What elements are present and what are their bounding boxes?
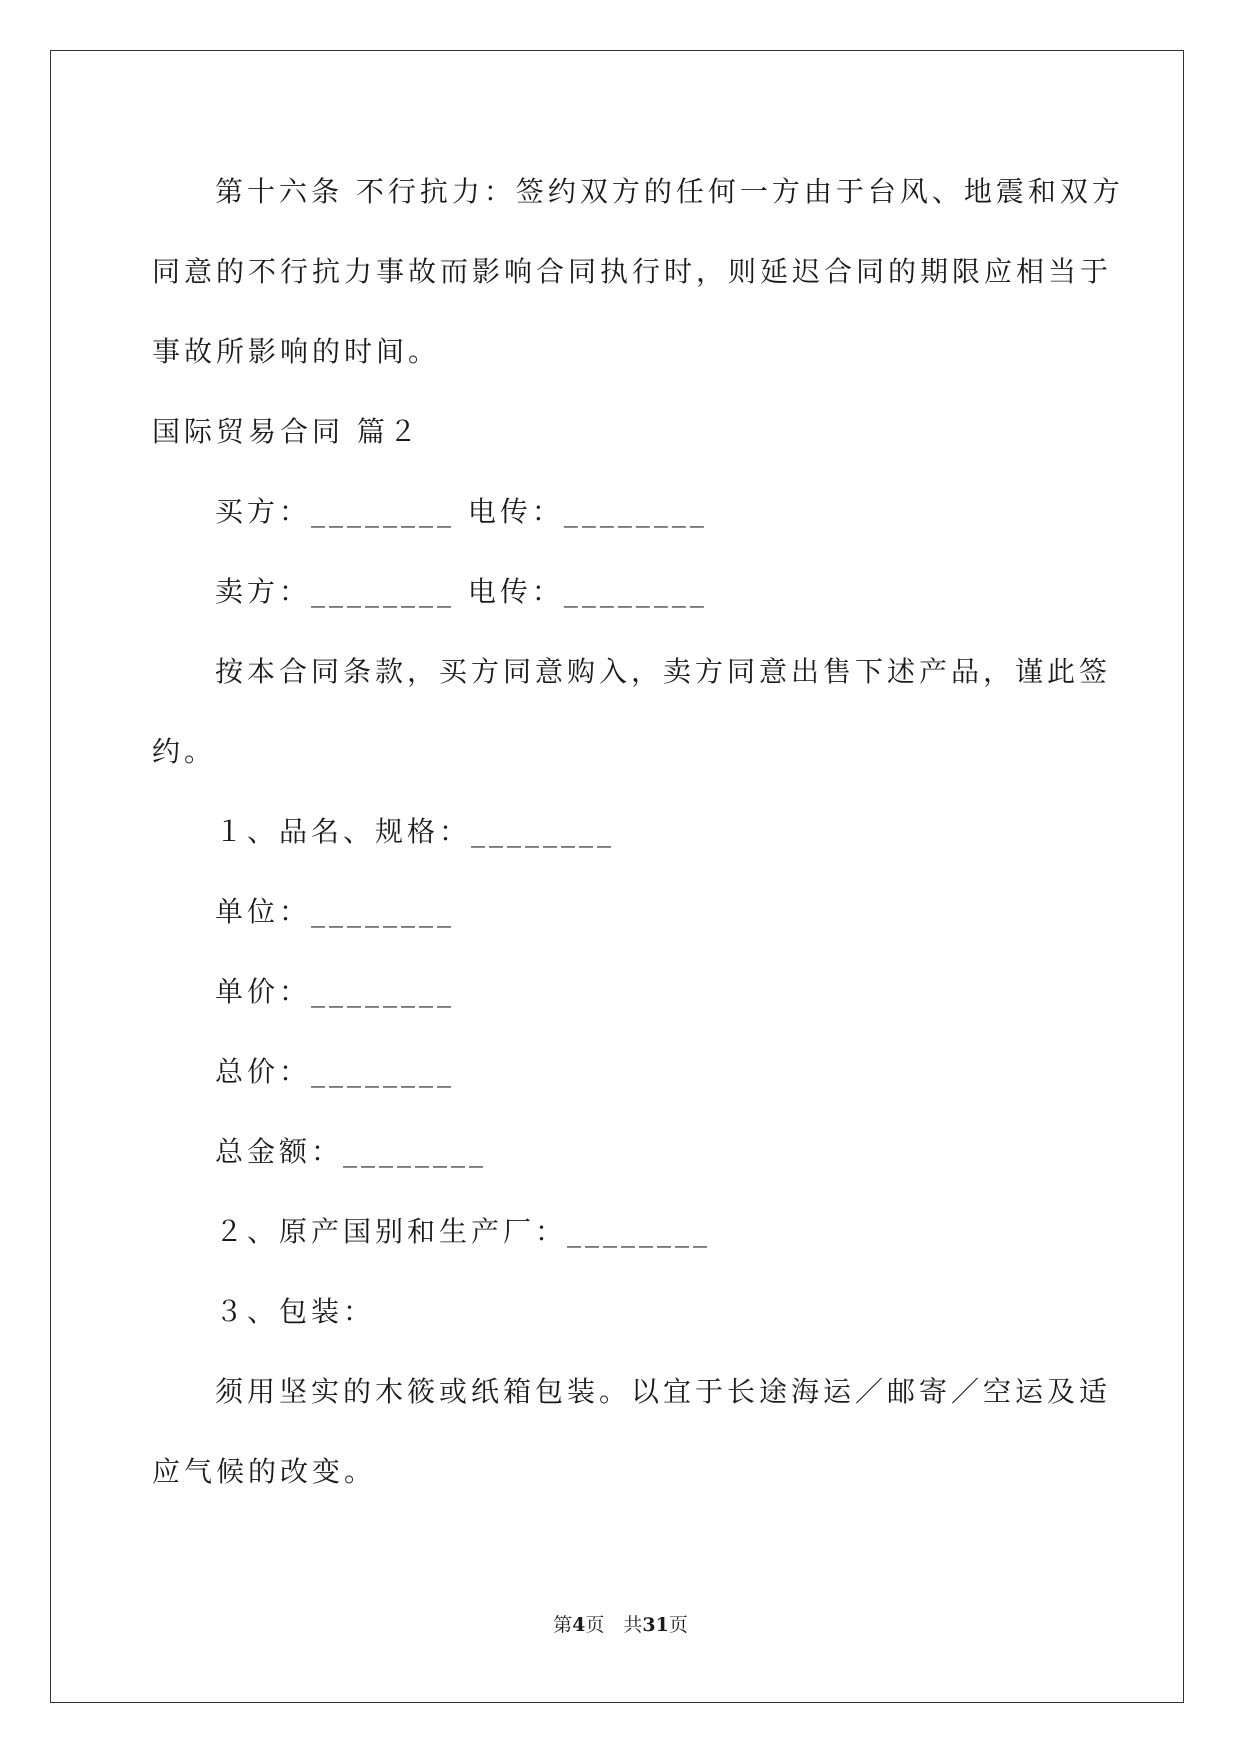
unit-line: 单位：________	[215, 895, 456, 928]
total-amount-line: 总金额：________	[215, 1135, 488, 1168]
total-price-line: 总价：________	[215, 1055, 456, 1088]
page-footer	[0, 1612, 1241, 1638]
unit-price-line: 单价：________	[215, 975, 456, 1008]
section-title: 国际贸易合同 篇２	[152, 415, 421, 448]
packing-line: ３、包装：	[215, 1295, 376, 1328]
paragraph-line: 事故所影响的时间。	[152, 335, 441, 368]
footer-suffix: 页	[668, 1614, 688, 1636]
footer-mid: 页 共	[585, 1614, 643, 1636]
paragraph-line: 约。	[152, 735, 217, 768]
origin-line: ２、原产国别和生产厂：________	[215, 1215, 712, 1248]
footer-page-number: 4	[572, 1614, 586, 1636]
paragraph-line: 同意的不行抗力事故而影响合同执行时，则延迟合同的期限应相当于	[152, 255, 1113, 288]
paragraph-line: 第十六条 不行抗力：签约双方的任何一方由于台风、地震和双方	[215, 175, 1124, 208]
paragraph-line: 须用坚实的木筱或纸箱包装。以宜于长途海运／邮寄／空运及适	[215, 1375, 1112, 1408]
paragraph-line: 应气候的改变。	[152, 1455, 377, 1488]
seller-line: 卖方：________ 电传：________	[215, 575, 708, 608]
footer-total-pages: 31	[642, 1614, 669, 1636]
item-line: １、品名、规格：________	[215, 815, 616, 848]
footer-prefix: 第	[553, 1614, 573, 1636]
buyer-line: 买方：________ 电传：________	[215, 495, 708, 528]
paragraph-line: 按本合同条款，买方同意购入，卖方同意出售下述产品，谨此签	[215, 655, 1112, 688]
